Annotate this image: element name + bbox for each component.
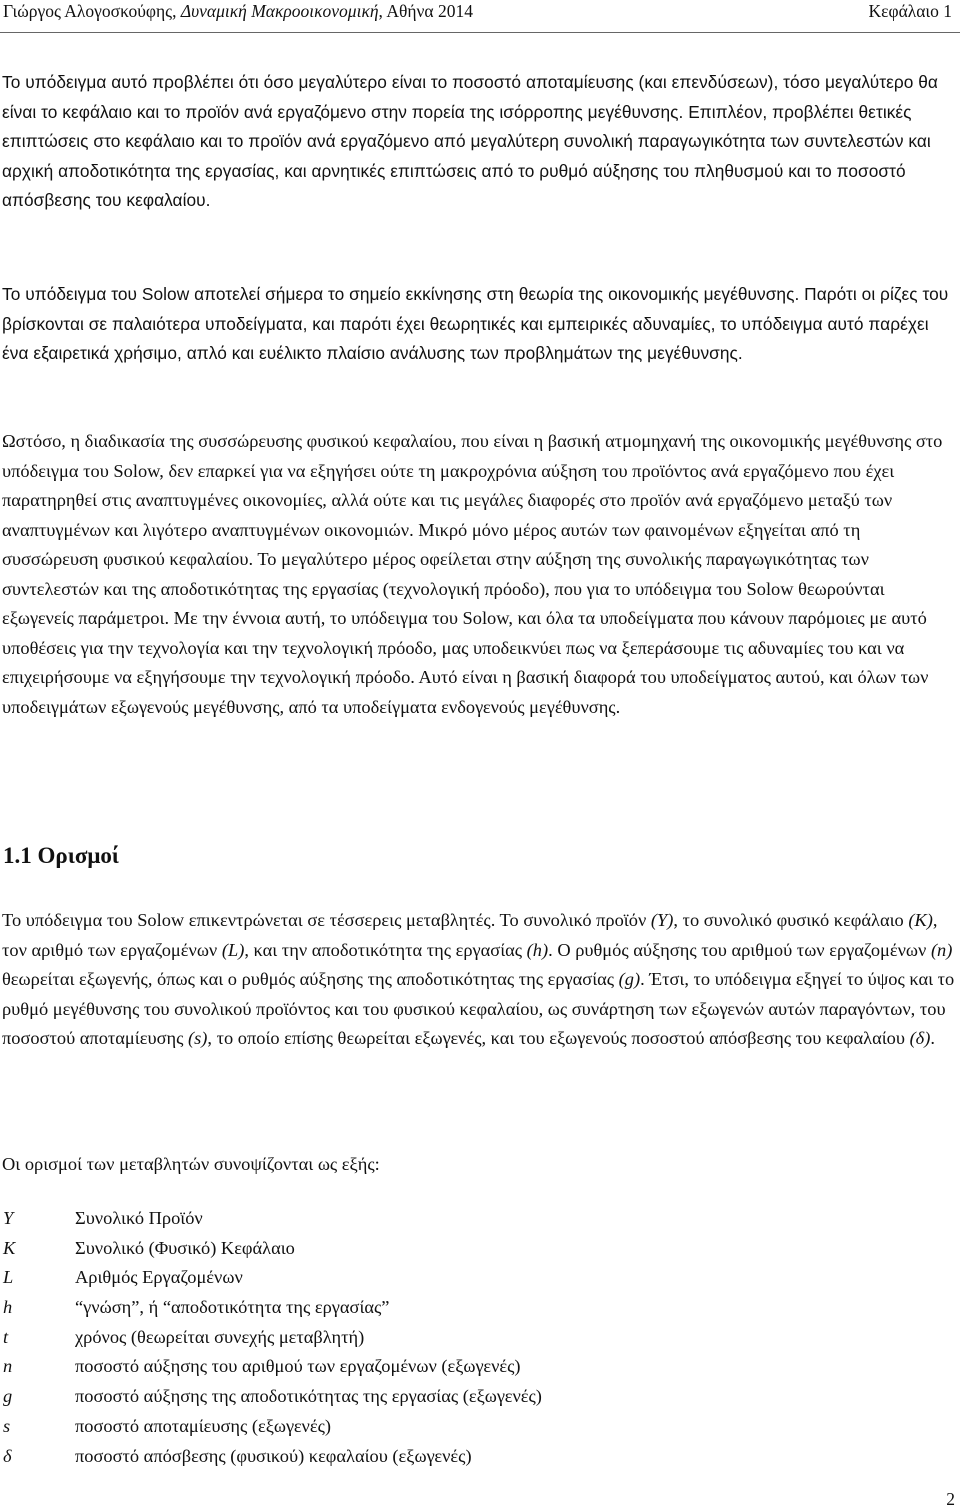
p4-text-8: , το οποίο επίσης θεωρείται εξωγενές, και του εξωγενούς ποσοστού απόσβεσης του κεφαλαίου — [207, 1028, 910, 1048]
definition-description: ποσοστό αύξησης της αποδοτικότητας της εργασίας (εξωγενές) — [75, 1386, 542, 1407]
definition-symbol: t — [3, 1326, 9, 1347]
definition-row — [3, 1412, 903, 1442]
definition-description: ποσοστό αύξησης του αριθμού των εργαζομένων (εξωγενές) — [75, 1356, 521, 1377]
definition-description: ποσοστό αποταμίευσης (εξωγενές) — [75, 1415, 332, 1436]
var-delta: (δ) — [909, 1028, 931, 1048]
p4-text-2: , το συνολικό φυσικό κεφάλαιο — [673, 910, 909, 930]
header-book-title: Δυναμική Μακροοικονομική — [180, 1, 379, 21]
definition-symbol: g — [3, 1386, 13, 1407]
definition-description: Συνολικό (Φυσικό) Κεφάλαιο — [75, 1237, 295, 1258]
p4-text-4: , και την αποδοτικότητα της εργασίας — [244, 939, 527, 960]
definition-description: “γνώση”, ή “αποδοτικότητα της εργασίας” — [75, 1297, 390, 1318]
paragraph-3: Ωστόσο, η διαδικασία της συσσώρευσης φυσικού κεφαλαίου, που είναι η βασική ατμομηχανή της οικονομικής μεγέθυνσης στο υπόδειγμα του Solow, δεν επαρκεί για να εξηγήσει ούτε τη μακροχρόνια αύξηση του προϊόντος ανά εργαζόμενο που έχει παρατηρηθεί στις αναπτυγμένες οικονομίες, αλλά ούτε και τις μεγάλες διαφορές στο προϊόν ανά εργαζόμενο μεταξύ των αναπτυγμένων και λιγότερο αναπτυγμένων οικονομιών. Μικρό μόνο μέρος αυτών των φαινομένων εξηγείται από τη συσσώρευση φυσικού κεφαλαίου. Το μεγαλύτερο μέρος οφείλεται στην αύξηση της συνολικής παραγωγικότητας των συντελεστών και της αποδοτικότητας της εργασίας (τεχνολογική πρόοδο), που για το υπόδειγμα του Solow θεωρούνται εξωγενείς παράμετροι. Με την έννοια αυτή, το υπόδειγμα του Solow, και όλα τα υποδείγματα που κάνουν παρόμοιες με αυτό υποθέσεις για την τεχνολογία και την τεχνολογική πρόοδο, μας υποδεικνύει πως να ξεπεράσουμε τις αδυναμίες του και να επιχειρήσουμε να εξηγήσουμε την τεχνολογική πρόοδο. Αυτό είναι η βασική διαφορά του υποδείγματος αυτού, και όλων των υποδειγμάτων εξωγενούς μεγέθυνσης, από τα υποδείγματα ενδογενούς μεγέθυνσης. — [2, 431, 943, 717]
definition-symbol: s — [3, 1415, 11, 1436]
p4-text-1: Το υπόδειγμα του Solow επικεντρώνεται σε τέσσερεις μεταβλητές. Το συνολικό προϊόν — [2, 910, 651, 930]
var-Y: (Y) — [650, 910, 674, 930]
header-citation — [3, 0, 473, 22]
definition-row — [3, 1323, 903, 1353]
definition-symbol: Y — [3, 1208, 14, 1228]
paragraph-4 — [2, 906, 958, 1054]
definition-row — [3, 1352, 903, 1382]
definition-row — [3, 1263, 903, 1293]
p4-text-6: θεωρείται εξωγενής, όπως και ο ρυθμός αύξησης της αποδοτικότητας της εργασίας — [2, 969, 619, 989]
paragraph-5: Οι ορισμοί των μεταβλητών συνοψίζονται ως εξής: — [2, 1154, 380, 1174]
definition-symbol: h — [3, 1297, 13, 1318]
p4-text-7: . Έτσι, το υπόδειγμα εξηγεί το ύψος και το ρυθμό μεγέθυνσης του συνολικού προϊόντος και του φυσικού κεφαλαίου, ως συνάρτηση των εξωγενών αυτών παραγόντων, του ποσοστού αποταμίευσης — [2, 969, 955, 1048]
p4-text-9: . — [930, 1028, 935, 1048]
definition-description: Συνολικό Προϊόν — [75, 1208, 203, 1228]
definition-symbol: K — [3, 1237, 16, 1258]
p4-text-5: . Ο ρυθμός αύξησης του αριθμού των εργαζομένων — [548, 939, 931, 960]
definition-row — [3, 1234, 903, 1264]
var-g: (g) — [618, 969, 641, 989]
page-number: 2 — [946, 1489, 955, 1509]
header-chapter: Κεφάλαιο 1 — [868, 1, 952, 21]
definition-symbol: δ — [3, 1445, 12, 1466]
definition-description: Αριθμός Εργαζομένων — [75, 1267, 243, 1288]
definition-description: ποσοστό απόσβεσης (φυσικού) κεφαλαίου (εξωγενές) — [75, 1445, 472, 1466]
definition-row — [3, 1382, 903, 1412]
page-header — [3, 0, 952, 28]
var-K: (K) — [908, 910, 933, 930]
definition-row — [3, 1204, 903, 1234]
var-L: (L) — [221, 939, 245, 960]
var-s: (s) — [187, 1028, 208, 1048]
definition-symbol: L — [3, 1267, 14, 1288]
header-place-year: , Αθήνα 2014 — [378, 1, 473, 21]
header-author: Γιώργος Αλογοσκούφης, — [3, 1, 181, 21]
var-n: (n) — [930, 939, 953, 960]
paragraph-2: Το υπόδειγμα του Solow αποτελεί σήμερα το σημείο εκκίνησης στη θεωρία της οικονομικής μεγέθυνσης. Παρότι οι ρίζες του βρίσκονται σε παλαιότερα υποδείγματα, και παρότι έχει θεωρητικές και εμπειρικές αδυναμίες, το υπόδειγμα αυτό παρέχει ένα εξαιρετικά χρήσιμο, απλό και ευέλικτο πλαίσιο ανάλυσης των προβλημάτων της μεγέθυνσης. — [2, 284, 949, 363]
section-heading: 1.1 Ορισμοί — [3, 843, 120, 868]
p4-text-3: , τον αριθμό των εργαζομένων — [2, 910, 938, 960]
definition-row — [3, 1442, 903, 1472]
definitions-list — [3, 1204, 903, 1471]
paragraph-1: Το υπόδειγμα αυτό προβλέπει ότι όσο μεγαλύτερο είναι το ποσοστό αποταμίευσης (και επενδύσεων), τόσο μεγαλύτερο θα είναι το κεφάλαιο και το προϊόν ανά εργαζόμενο στην πορεία της ισόρροπης μεγέθυνσης. Επιπλέον, προβλέπει θετικές επιπτώσεις στο κεφάλαιο και το προϊόν ανά εργαζόμενο από μεγαλύτερη συνολική παραγωγικότητα των συντελεστών και αρχική αποδοτικότητα της εργασίας, και αρνητικές επιπτώσεις από το ρυθμό αύξησης του πληθυσμού και το ποσοστό απόσβεσης του κεφαλαίου. — [2, 72, 938, 210]
definition-description: χρόνος (θεωρείται συνεχής μεταβλητή) — [75, 1326, 365, 1347]
definition-symbol: n — [3, 1356, 13, 1377]
var-h: (h) — [526, 939, 549, 960]
definition-row — [3, 1293, 903, 1323]
header-divider — [0, 32, 960, 33]
